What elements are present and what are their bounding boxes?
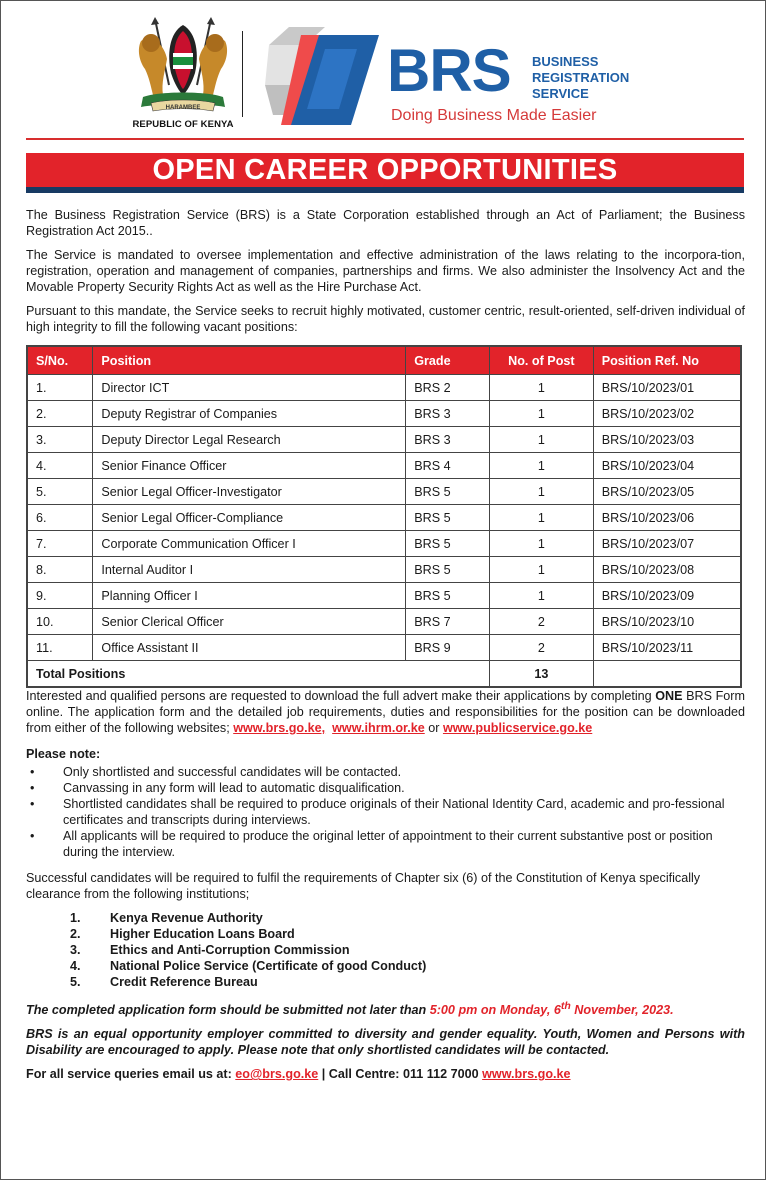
cell-posts: 1 bbox=[490, 427, 594, 453]
brand-tagline: Doing Business Made Easier bbox=[391, 107, 597, 124]
note-item: • All applicants will be required to produce the original letter of appointment to their current substantive post or position during the interview. bbox=[26, 828, 745, 860]
apply-one: ONE bbox=[655, 689, 683, 703]
cell-position: Deputy Director Legal Research bbox=[93, 427, 406, 453]
brand-line-service: SERVICE bbox=[532, 86, 589, 101]
cell-posts: 1 bbox=[490, 479, 594, 505]
clearance-name: Higher Education Loans Board bbox=[110, 927, 295, 941]
clearance-paragraph: Successful candidates will be required to fulfil the requirements of Chapter six (6) of the Constitution of Kenya specifically clearance from the following institutions; bbox=[26, 871, 701, 901]
cell-position: Senior Legal Officer-Compliance bbox=[93, 505, 406, 531]
page-title-banner bbox=[26, 153, 744, 193]
cell-position: Senior Finance Officer bbox=[93, 453, 406, 479]
table-row bbox=[27, 583, 741, 609]
table-header-row bbox=[27, 346, 741, 375]
cell-position: Office Assistant II bbox=[93, 635, 406, 661]
clearance-number: 2. bbox=[70, 927, 81, 941]
cell-ref: BRS/10/2023/09 bbox=[593, 583, 741, 609]
clearance-item bbox=[26, 942, 745, 958]
table-row bbox=[27, 401, 741, 427]
total-value: 13 bbox=[490, 661, 594, 688]
notes-title: Please note: bbox=[26, 747, 101, 761]
col-header-grade: Grade bbox=[406, 346, 490, 375]
cell-position: Senior Clerical Officer bbox=[93, 609, 406, 635]
clearance-name: National Police Service (Certificate of good Conduct) bbox=[110, 959, 427, 973]
coat-of-arms-icon bbox=[129, 15, 237, 119]
cell-sno: 8. bbox=[27, 557, 93, 583]
cell-grade: BRS 5 bbox=[406, 479, 490, 505]
cell-posts: 1 bbox=[490, 453, 594, 479]
header bbox=[1, 1, 765, 139]
cell-grade: BRS 9 bbox=[406, 635, 490, 661]
table-body bbox=[27, 375, 741, 661]
col-header-sno: S/No. bbox=[27, 346, 93, 375]
deadline-text: The completed application form should be submitted not later than bbox=[26, 1003, 430, 1018]
cell-ref: BRS/10/2023/03 bbox=[593, 427, 741, 453]
cell-ref: BRS/10/2023/02 bbox=[593, 401, 741, 427]
clearance-name: Kenya Revenue Authority bbox=[110, 911, 263, 925]
table-total-row bbox=[27, 661, 741, 688]
cell-posts: 1 bbox=[490, 505, 594, 531]
note-item: • Shortlisted candidates shall be required to produce originals of their National Identity Card, academic and pro-fessional certificates and transcripts during interviews. bbox=[26, 796, 745, 828]
cell-ref: BRS/10/2023/07 bbox=[593, 531, 741, 557]
link-brs[interactable]: www.brs.go.ke, bbox=[233, 721, 326, 735]
cell-position: Deputy Registrar of Companies bbox=[93, 401, 406, 427]
deadline-month: November, 2023. bbox=[570, 1003, 674, 1018]
table-row bbox=[27, 635, 741, 661]
header-divider bbox=[242, 31, 243, 117]
clearance-name: Ethics and Anti-Corruption Commission bbox=[110, 943, 350, 957]
cell-grade: BRS 3 bbox=[406, 401, 490, 427]
table-row bbox=[27, 505, 741, 531]
table-row bbox=[27, 609, 741, 635]
cell-posts: 1 bbox=[490, 583, 594, 609]
notes-list bbox=[26, 764, 745, 860]
col-header-posts: No. of Post bbox=[490, 346, 594, 375]
cell-posts: 1 bbox=[490, 557, 594, 583]
cell-sno: 11. bbox=[27, 635, 93, 661]
clearance-number: 1. bbox=[70, 911, 81, 925]
clearance-number: 4. bbox=[70, 959, 81, 973]
cell-posts: 2 bbox=[490, 635, 594, 661]
cell-position: Internal Auditor I bbox=[93, 557, 406, 583]
cell-ref: BRS/10/2023/10 bbox=[593, 609, 741, 635]
note-item: • Canvassing in any form will lead to automatic disqualification. bbox=[26, 780, 745, 796]
website-link[interactable]: www.brs.go.ke bbox=[482, 1067, 571, 1082]
table-row bbox=[27, 557, 741, 583]
deadline-date bbox=[429, 1000, 674, 1018]
cell-grade: BRS 5 bbox=[406, 505, 490, 531]
link-publicservice[interactable]: www.publicservice.go.ke bbox=[442, 721, 593, 735]
cell-posts: 1 bbox=[490, 375, 594, 401]
link-ihrm[interactable]: www.ihrm.or.ke bbox=[332, 721, 425, 735]
clearance-item bbox=[26, 926, 745, 942]
header-red-rule bbox=[26, 138, 744, 140]
clearance-list bbox=[26, 910, 745, 990]
cell-sno: 10. bbox=[27, 609, 93, 635]
cell-sno: 1. bbox=[27, 375, 93, 401]
cell-grade: BRS 5 bbox=[406, 531, 490, 557]
cell-grade: BRS 3 bbox=[406, 427, 490, 453]
cell-sno: 4. bbox=[27, 453, 93, 479]
contacts-line bbox=[26, 1066, 745, 1082]
cell-grade: BRS 7 bbox=[406, 609, 490, 635]
intro-paragraph-1: The Business Registration Service (BRS) is a State Corporation established through an Act of Parliament; the Business Registration Act 2015.. bbox=[26, 208, 745, 238]
col-header-position: Position bbox=[93, 346, 406, 375]
table-row bbox=[27, 479, 741, 505]
contacts-middle: | Call Centre: 011 112 7000 bbox=[318, 1067, 483, 1082]
cell-posts: 1 bbox=[490, 531, 594, 557]
cell-grade: BRS 5 bbox=[406, 557, 490, 583]
brand-line-registration: REGISTRATION bbox=[532, 70, 630, 85]
cell-ref: BRS/10/2023/05 bbox=[593, 479, 741, 505]
table-row bbox=[27, 375, 741, 401]
total-label: Total Positions bbox=[27, 661, 490, 688]
col-header-ref: Position Ref. No bbox=[593, 346, 741, 375]
advert-body bbox=[26, 207, 745, 1090]
cell-sno: 9. bbox=[27, 583, 93, 609]
cell-sno: 3. bbox=[27, 427, 93, 453]
apply-or: or bbox=[424, 721, 443, 735]
total-empty-cell bbox=[593, 661, 741, 688]
equal-opportunity-statement: BRS is an equal opportunity employer committed to diversity and gender equality. Youth, Women and Persons with Disability are encouraged to apply. Please note that only shortlisted candidates will be contacted. bbox=[26, 1027, 745, 1058]
cell-position: Corporate Communication Officer I bbox=[93, 531, 406, 557]
cell-sno: 2. bbox=[27, 401, 93, 427]
deadline-sup: th bbox=[560, 1000, 571, 1012]
clearance-item bbox=[26, 958, 745, 974]
cell-sno: 5. bbox=[27, 479, 93, 505]
positions-table bbox=[26, 345, 742, 688]
clearance-name: Credit Reference Bureau bbox=[110, 975, 258, 989]
email-link[interactable]: eo@brs.go.ke bbox=[235, 1067, 319, 1082]
contacts-prefix: For all service queries email us at: bbox=[26, 1067, 236, 1082]
kenya-coat-of-arms bbox=[129, 15, 237, 133]
republic-of-kenya-label: REPUBLIC OF KENYA bbox=[132, 119, 234, 130]
cell-ref: BRS/10/2023/08 bbox=[593, 557, 741, 583]
clearance-number: 3. bbox=[70, 943, 81, 957]
intro-paragraph-3: Pursuant to this mandate, the Service seeks to recruit highly motivated, customer centric, result-oriented, self-driven individual of high integrity to fill the following vacant positions: bbox=[26, 304, 745, 334]
clearance-number: 5. bbox=[70, 975, 81, 989]
note-item: • Only shortlisted and successful candidates will be contacted. bbox=[26, 764, 745, 780]
brs-wordmark: BRS bbox=[387, 37, 511, 104]
cell-position: Planning Officer I bbox=[93, 583, 406, 609]
cell-sno: 6. bbox=[27, 505, 93, 531]
cell-posts: 2 bbox=[490, 609, 594, 635]
deadline-time: 5:00 pm on Monday, 6 bbox=[429, 1003, 561, 1018]
apply-text-2: BRS Form online. The application form and the detailed job requirements, duties and responsibilities for the position can be downloaded from either of the following websites; bbox=[26, 689, 745, 735]
cell-sno: 7. bbox=[27, 531, 93, 557]
cell-grade: BRS 4 bbox=[406, 453, 490, 479]
cell-position: Senior Legal Officer-Investigator bbox=[93, 479, 406, 505]
brand-line-business: BUSINESS bbox=[532, 54, 599, 69]
cell-position: Director ICT bbox=[93, 375, 406, 401]
brs-logo-mark-icon bbox=[259, 19, 385, 129]
apply-paragraph bbox=[26, 688, 745, 736]
table-row bbox=[27, 427, 741, 453]
cell-ref: BRS/10/2023/01 bbox=[593, 375, 741, 401]
clearance-item bbox=[26, 974, 745, 990]
cell-grade: BRS 2 bbox=[406, 375, 490, 401]
page-title: OPEN CAREER OPPORTUNITIES bbox=[152, 154, 618, 186]
cell-ref: BRS/10/2023/04 bbox=[593, 453, 741, 479]
cell-ref: BRS/10/2023/06 bbox=[593, 505, 741, 531]
cell-grade: BRS 5 bbox=[406, 583, 490, 609]
table-row bbox=[27, 453, 741, 479]
cell-ref: BRS/10/2023/11 bbox=[593, 635, 741, 661]
coat-motto: HARAMBEE bbox=[165, 105, 201, 111]
apply-text-1: Interested and qualified persons are requested to download the full advert make their applications by completing bbox=[26, 689, 656, 703]
cell-posts: 1 bbox=[490, 401, 594, 427]
intro-paragraph-2: The Service is mandated to oversee implementation and effective administration of the laws relating to the incorpora-tion, registration, operation and management of companies, partnerships and firms. We also administer the Insolvency Act and the Movable Property Security Rights Act as well as the Hire Purchase Act. bbox=[26, 248, 745, 294]
clearance-item bbox=[26, 910, 745, 926]
deadline-paragraph bbox=[26, 998, 745, 1018]
brs-fullname bbox=[532, 54, 629, 102]
table-row bbox=[27, 531, 741, 557]
